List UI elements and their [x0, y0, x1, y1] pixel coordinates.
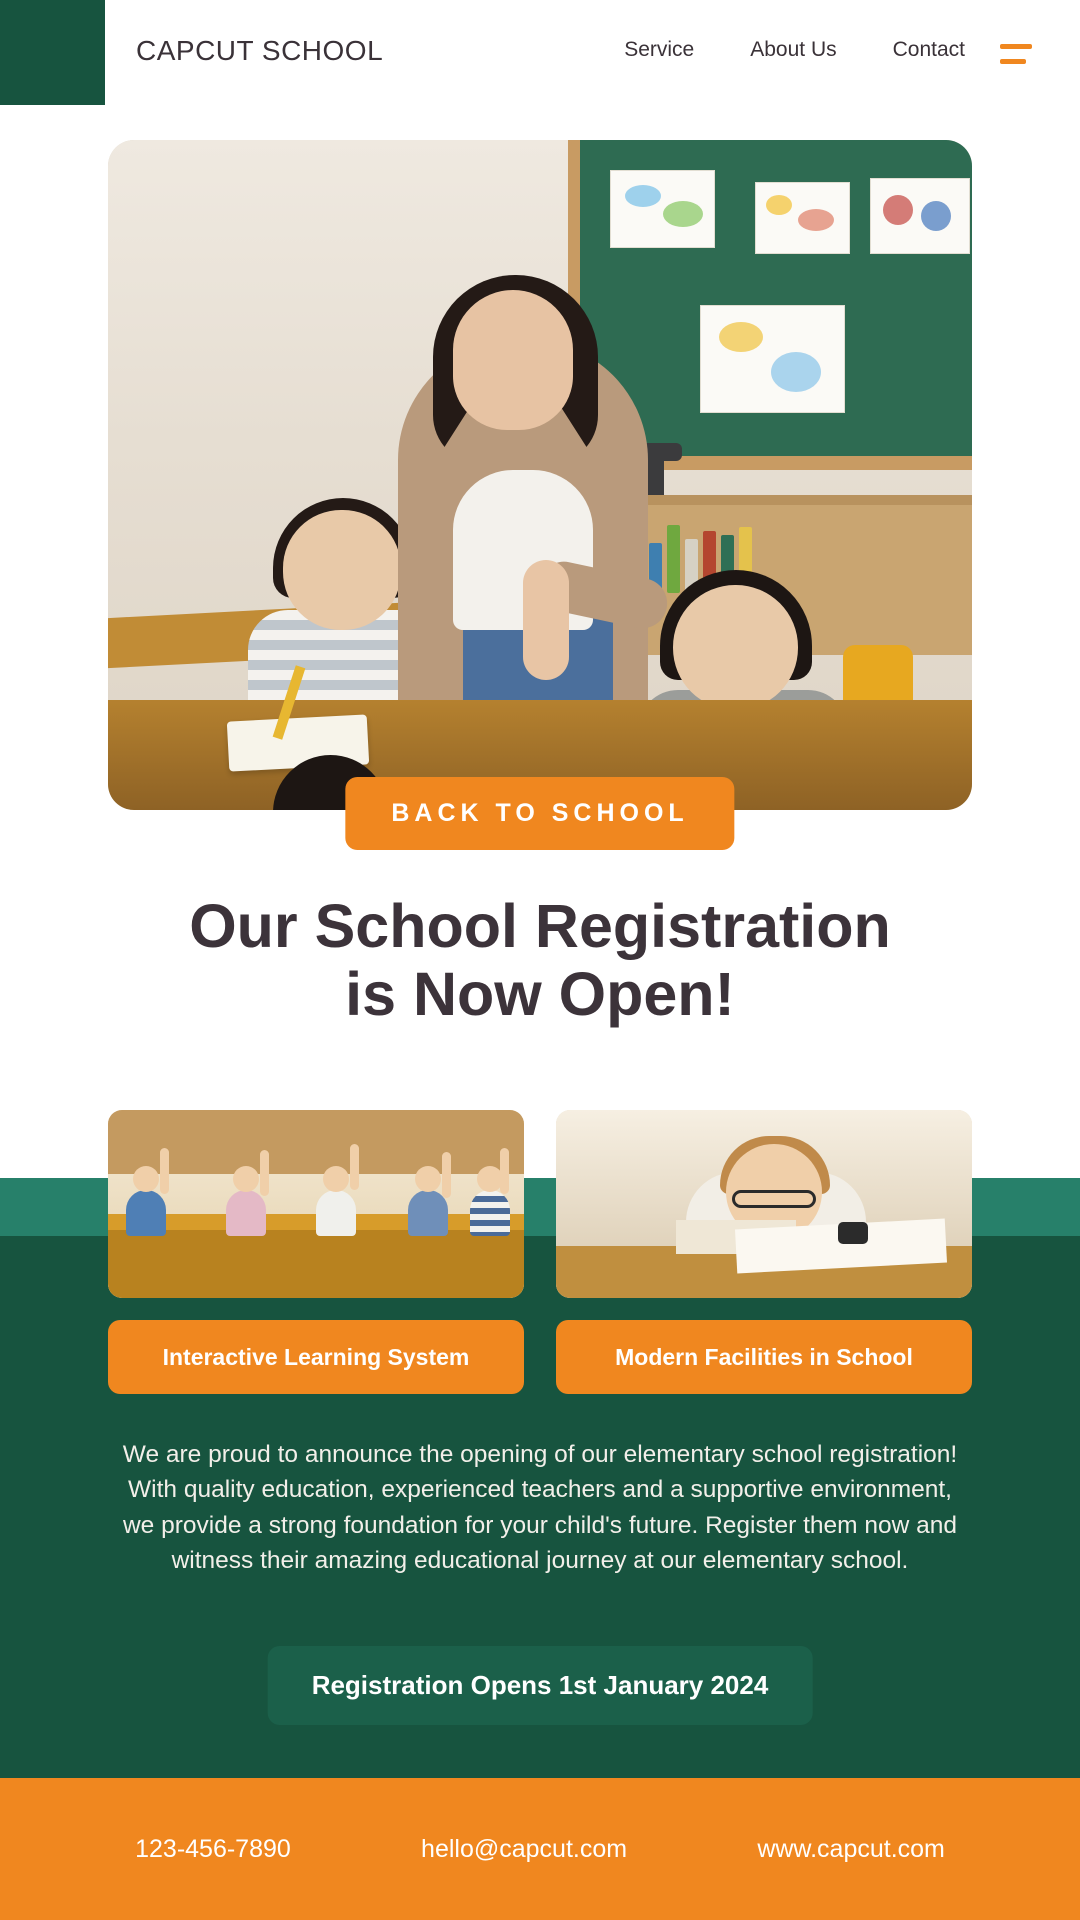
raised-arm	[442, 1152, 451, 1198]
student-drawing	[870, 178, 970, 254]
raised-arm	[350, 1144, 359, 1190]
raising-hand-student	[316, 1190, 356, 1236]
student-head	[323, 1166, 349, 1192]
student-drawing	[755, 182, 850, 254]
back-to-school-badge[interactable]: BACK TO SCHOOL	[345, 777, 734, 850]
registration-date-button[interactable]: Registration Opens 1st January 2024	[268, 1646, 813, 1725]
raised-arm	[260, 1150, 269, 1196]
page-title	[90, 892, 990, 1029]
student-right-head	[673, 585, 798, 710]
raised-arm	[160, 1148, 169, 1194]
raising-hand-student	[408, 1190, 448, 1236]
interactive-learning-button[interactable]: Interactive Learning System	[108, 1320, 524, 1394]
raised-arm	[500, 1148, 509, 1194]
header-accent-block	[0, 0, 105, 105]
card-desk	[108, 1230, 524, 1298]
footer-email[interactable]: hello@capcut.com	[421, 1834, 628, 1863]
wristwatch	[838, 1222, 868, 1244]
nav-item-service[interactable]: Service	[624, 38, 695, 61]
main-nav	[596, 38, 965, 62]
hero-classroom-image	[108, 140, 972, 810]
site-header	[0, 0, 1080, 105]
raising-hand-student	[126, 1190, 166, 1236]
interactive-learning-image	[108, 1110, 524, 1298]
teacher-head	[453, 290, 573, 430]
student-head	[133, 1166, 159, 1192]
raising-hand-student	[226, 1190, 266, 1236]
student-drawing	[700, 305, 845, 413]
feature-cards	[108, 1110, 972, 1394]
nav-item-contact[interactable]: Contact	[892, 38, 965, 61]
student-left-head	[283, 510, 401, 630]
nav-item-about-us[interactable]: About Us	[750, 38, 837, 61]
modern-facilities-button[interactable]: Modern Facilities in School	[556, 1320, 972, 1394]
feature-card	[556, 1110, 972, 1394]
headline-line-1: Our School Registration	[189, 892, 891, 960]
site-footer	[0, 1778, 1080, 1920]
modern-facilities-image	[556, 1110, 972, 1298]
hamburger-line-1	[1000, 44, 1032, 49]
student-drawing	[610, 170, 715, 248]
student-head	[233, 1166, 259, 1192]
high-five-hands	[523, 560, 569, 680]
card-shelf	[108, 1110, 524, 1174]
body-paragraph: We are proud to announce the opening of our elementary school registration! With quality education, experienced teachers and a supportive environment, we provide a strong foundation for your child's future. Register them now and witness their amazing educational journey at our elementary school.	[122, 1441, 958, 1574]
headline-line-2: is Now Open!	[345, 960, 735, 1029]
raising-hand-student	[470, 1190, 510, 1236]
feature-card	[108, 1110, 524, 1394]
hero-section	[108, 140, 972, 827]
footer-website[interactable]: www.capcut.com	[757, 1834, 945, 1863]
brand-title: CAPCUT SCHOOL	[136, 35, 384, 66]
footer-phone[interactable]: 123-456-7890	[135, 1834, 291, 1863]
hamburger-menu-icon[interactable]	[1000, 44, 1032, 64]
glasses-icon	[732, 1190, 816, 1208]
student-head	[415, 1166, 441, 1192]
hamburger-line-2	[1000, 59, 1026, 64]
